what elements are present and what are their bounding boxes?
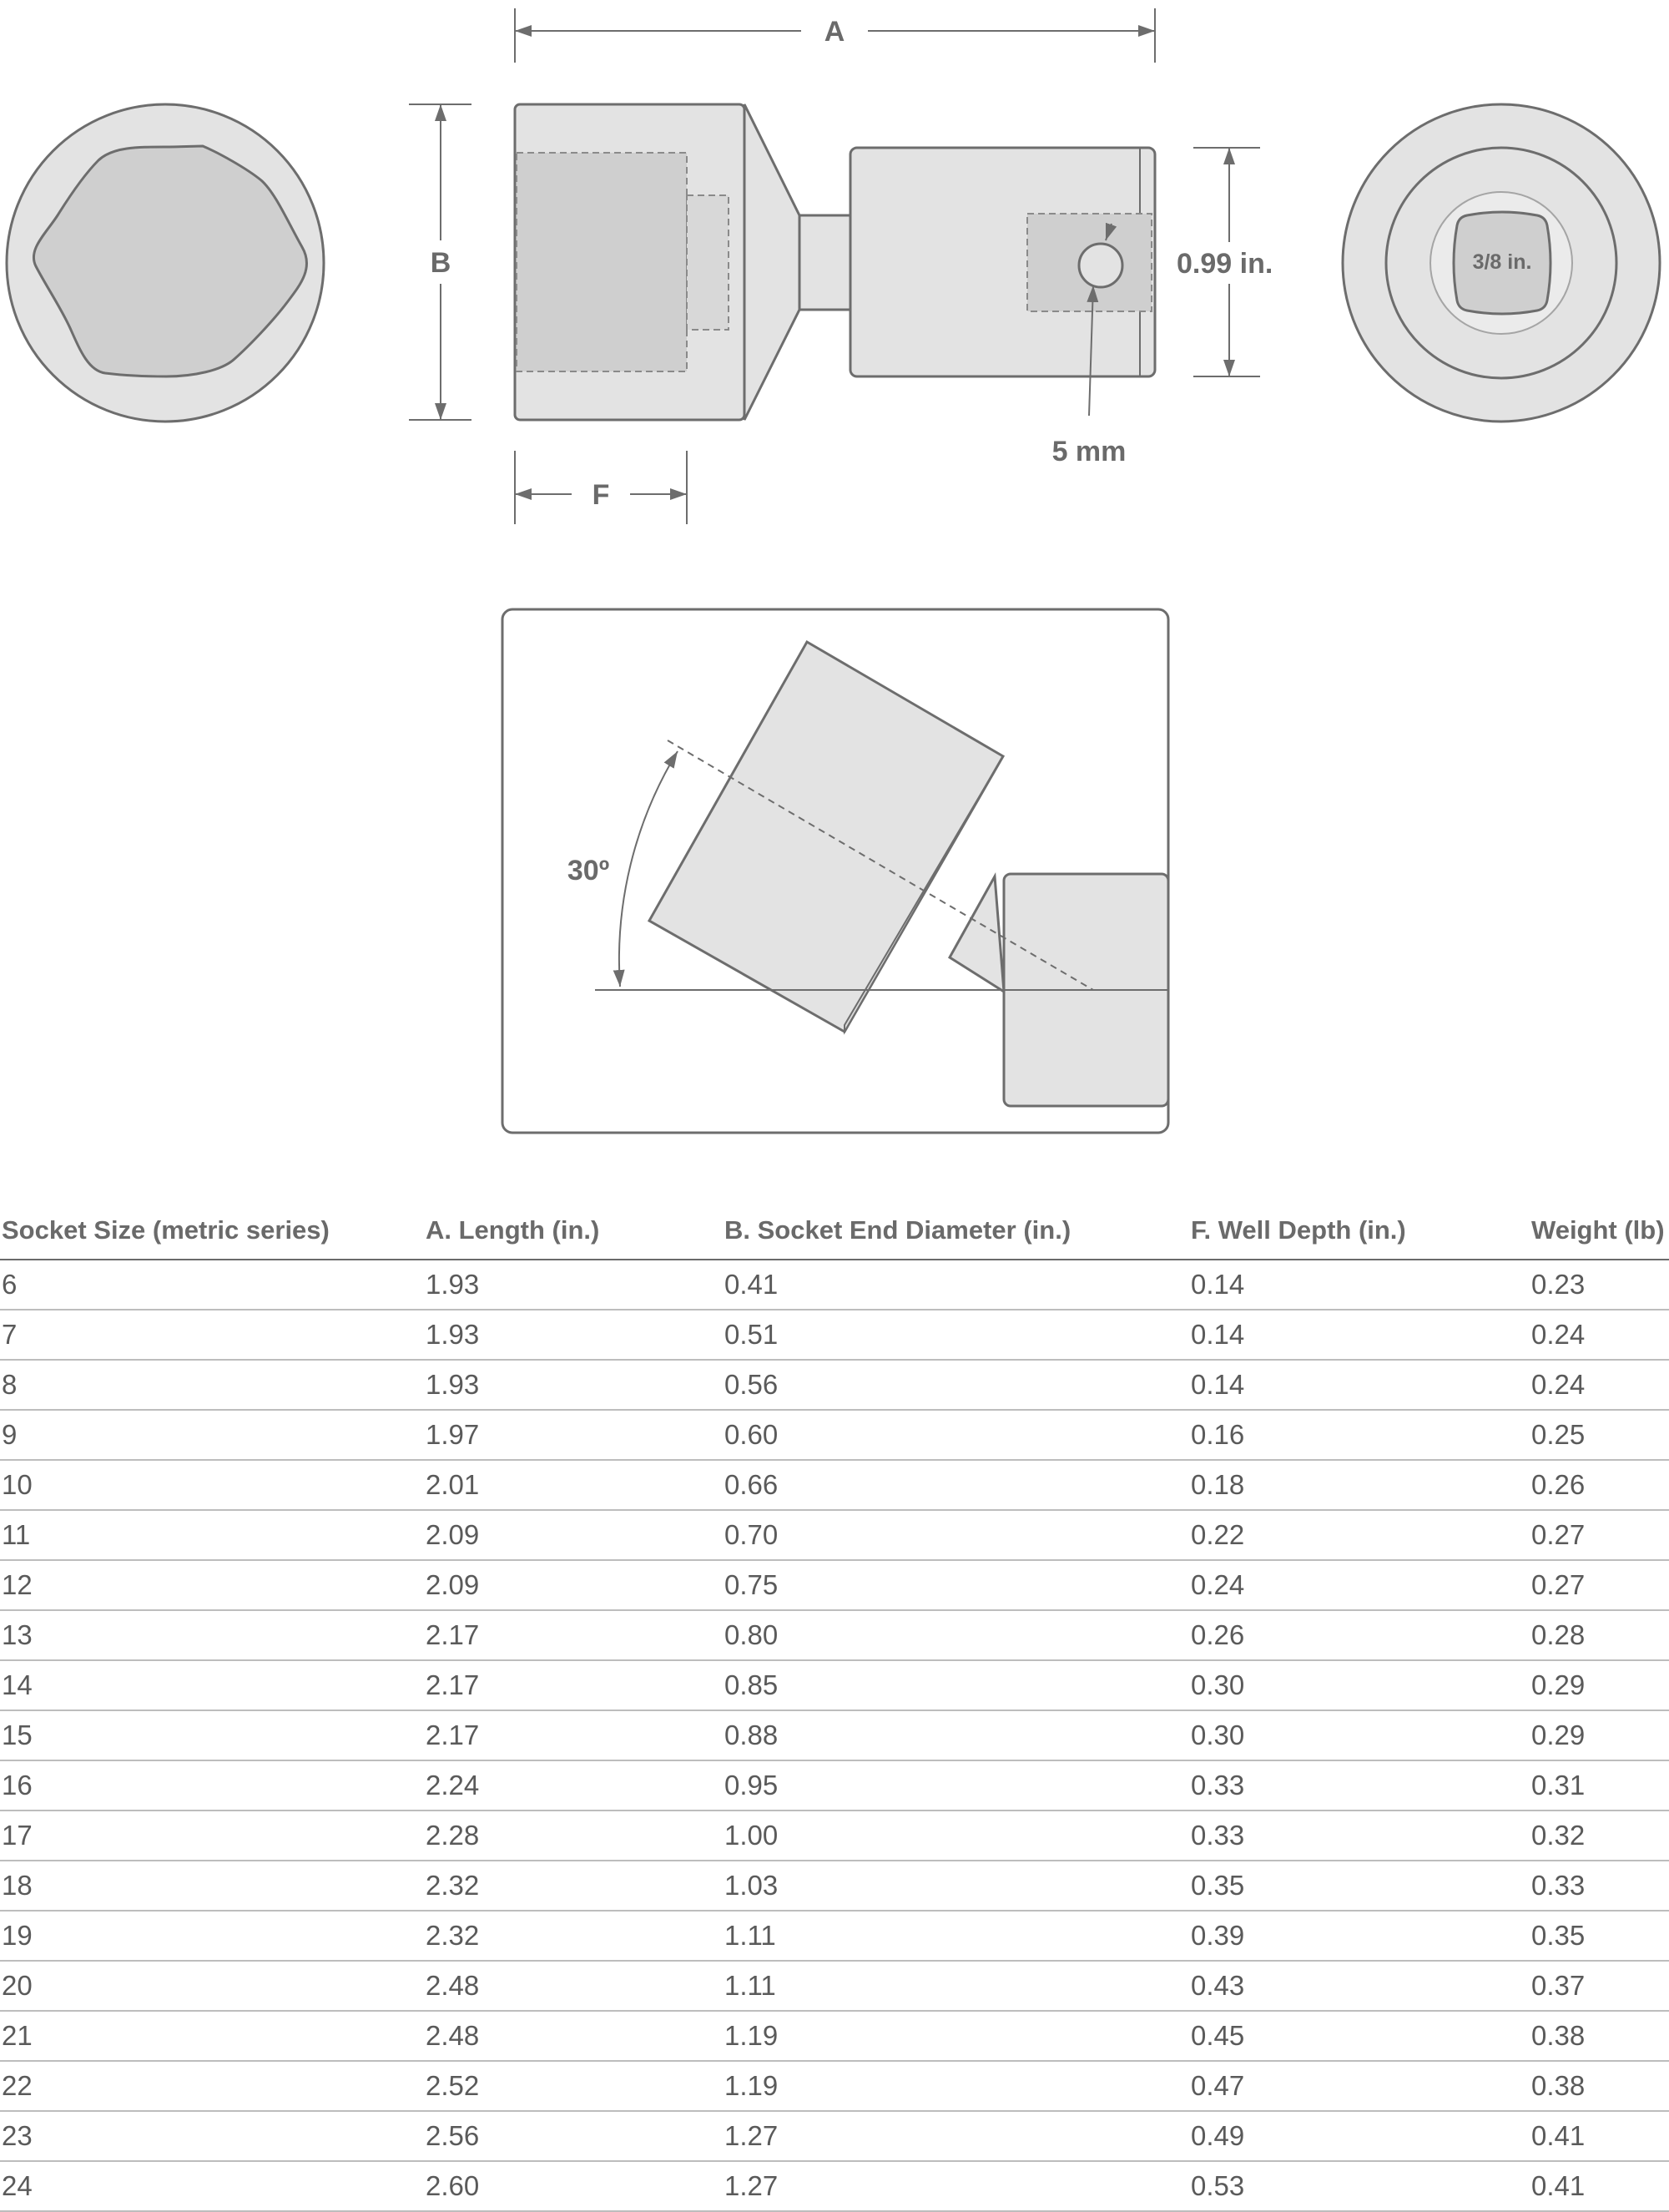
table-row bbox=[0, 1610, 1669, 1660]
table-row bbox=[0, 1760, 1669, 1811]
table-cell: 0.32 bbox=[1530, 1811, 1669, 1861]
table-cell: 1.11 bbox=[723, 1961, 1189, 2011]
table-cell: 0.95 bbox=[723, 1760, 1189, 1811]
table-cell: 8 bbox=[0, 1360, 424, 1410]
side-profile-view bbox=[515, 104, 1155, 420]
table-cell: 0.27 bbox=[1530, 1510, 1669, 1560]
table-cell: 0.24 bbox=[1189, 1560, 1530, 1610]
table-cell: 0.23 bbox=[1530, 1260, 1669, 1310]
table-cell: 0.14 bbox=[1189, 1260, 1530, 1310]
table-cell: 0.43 bbox=[1189, 1961, 1530, 2011]
column-header: Weight (lb) bbox=[1530, 1202, 1669, 1260]
table-cell: 18 bbox=[0, 1861, 424, 1911]
table-cell: 0.56 bbox=[723, 1360, 1189, 1410]
table-cell: 21 bbox=[0, 2011, 424, 2061]
diameter-label: 0.99 in. bbox=[1177, 248, 1273, 280]
table-row bbox=[0, 1710, 1669, 1760]
table-cell: 14 bbox=[0, 1660, 424, 1710]
table-header bbox=[0, 1202, 1669, 1260]
table-cell: 0.14 bbox=[1189, 1310, 1530, 1360]
table-row bbox=[0, 1811, 1669, 1861]
table-cell: 11 bbox=[0, 1510, 424, 1560]
table-cell: 0.26 bbox=[1189, 1610, 1530, 1660]
table-cell: 0.85 bbox=[723, 1660, 1189, 1710]
table-cell: 16 bbox=[0, 1760, 424, 1811]
table-cell: 0.25 bbox=[1530, 1410, 1669, 1460]
table-cell: 23 bbox=[0, 2111, 424, 2161]
table-row bbox=[0, 2111, 1669, 2161]
table-cell: 0.35 bbox=[1189, 1861, 1530, 1911]
table-cell: 2.17 bbox=[424, 1710, 723, 1760]
table-cell: 9 bbox=[0, 1410, 424, 1460]
table-cell: 0.37 bbox=[1530, 1961, 1669, 2011]
table-cell: 1.93 bbox=[424, 1360, 723, 1410]
table-cell: 0.60 bbox=[723, 1410, 1189, 1460]
table-cell: 0.22 bbox=[1189, 1510, 1530, 1560]
table-row bbox=[0, 1911, 1669, 1961]
column-header: Socket Size (metric series) bbox=[0, 1202, 424, 1260]
table-cell: 0.38 bbox=[1530, 2061, 1669, 2111]
table-cell: 1.97 bbox=[424, 1410, 723, 1460]
table-cell: 1.00 bbox=[723, 1811, 1189, 1861]
table-cell: 17 bbox=[0, 1811, 424, 1861]
table-cell: 0.35 bbox=[1530, 1911, 1669, 1961]
table-row bbox=[0, 1360, 1669, 1410]
column-header: F. Well Depth (in.) bbox=[1189, 1202, 1530, 1260]
table-cell: 2.17 bbox=[424, 1610, 723, 1660]
table-cell: 2.32 bbox=[424, 1861, 723, 1911]
table-cell: 0.16 bbox=[1189, 1410, 1530, 1460]
table-cell: 0.49 bbox=[1189, 2111, 1530, 2161]
table-row bbox=[0, 1410, 1669, 1460]
table-cell: 2.28 bbox=[424, 1811, 723, 1861]
table-cell: 0.30 bbox=[1189, 1660, 1530, 1710]
table-cell: 0.51 bbox=[723, 1310, 1189, 1360]
table-cell: 1.11 bbox=[723, 1911, 1189, 1961]
drive-size-label: 3/8 in. bbox=[1472, 250, 1532, 274]
table-cell: 0.31 bbox=[1530, 1760, 1669, 1811]
dimension-f-label: F bbox=[592, 479, 610, 511]
table-cell: 0.33 bbox=[1189, 1760, 1530, 1811]
dimension-b-label: B bbox=[430, 247, 451, 279]
table-cell: 22 bbox=[0, 2061, 424, 2111]
table-cell: 0.30 bbox=[1189, 1710, 1530, 1760]
table-cell: 0.28 bbox=[1530, 1610, 1669, 1660]
table-cell: 0.39 bbox=[1189, 1911, 1530, 1961]
dimension-a-label: A bbox=[824, 16, 845, 48]
table-cell: 7 bbox=[0, 1310, 424, 1360]
table-row bbox=[0, 1460, 1669, 1510]
table-cell: 1.19 bbox=[723, 2011, 1189, 2061]
table-cell: 1.93 bbox=[424, 1260, 723, 1310]
table-cell: 20 bbox=[0, 1961, 424, 2011]
table-row bbox=[0, 1510, 1669, 1560]
table-cell: 0.41 bbox=[1530, 2111, 1669, 2161]
table-cell: 0.38 bbox=[1530, 2011, 1669, 2061]
table-cell: 0.88 bbox=[723, 1710, 1189, 1760]
table-row bbox=[0, 1560, 1669, 1610]
table-cell: 2.52 bbox=[424, 2061, 723, 2111]
table-cell: 6 bbox=[0, 1260, 424, 1310]
table-cell: 0.53 bbox=[1189, 2161, 1530, 2211]
table-cell: 1.27 bbox=[723, 2111, 1189, 2161]
table-cell: 0.70 bbox=[723, 1510, 1189, 1560]
table-cell: 0.24 bbox=[1530, 1310, 1669, 1360]
table-cell: 1.19 bbox=[723, 2061, 1189, 2111]
table-cell: 15 bbox=[0, 1710, 424, 1760]
table-cell: 12 bbox=[0, 1560, 424, 1610]
table-cell: 0.18 bbox=[1189, 1460, 1530, 1510]
table-cell: 0.27 bbox=[1530, 1560, 1669, 1610]
table-cell: 2.32 bbox=[424, 1911, 723, 1961]
table-cell: 0.45 bbox=[1189, 2011, 1530, 2061]
table-cell: 13 bbox=[0, 1610, 424, 1660]
angle-label: 30º bbox=[567, 855, 610, 886]
table-cell: 0.14 bbox=[1189, 1360, 1530, 1410]
table-row bbox=[0, 1861, 1669, 1911]
hex-end-view bbox=[7, 104, 324, 422]
table-cell: 0.29 bbox=[1530, 1660, 1669, 1710]
table-cell: 0.47 bbox=[1189, 2061, 1530, 2111]
table-cell: 19 bbox=[0, 1911, 424, 1961]
table-cell: 0.80 bbox=[723, 1610, 1189, 1660]
table-cell: 2.01 bbox=[424, 1460, 723, 1510]
table-cell: 0.75 bbox=[723, 1560, 1189, 1610]
table-cell: 0.26 bbox=[1530, 1460, 1669, 1510]
table-cell: 2.48 bbox=[424, 1961, 723, 2011]
table-cell: 0.41 bbox=[1530, 2161, 1669, 2211]
table-cell: 2.48 bbox=[424, 2011, 723, 2061]
table-cell: 1.27 bbox=[723, 2161, 1189, 2211]
table-cell: 10 bbox=[0, 1460, 424, 1510]
table-cell: 2.56 bbox=[424, 2111, 723, 2161]
table-row bbox=[0, 2061, 1669, 2111]
table-row bbox=[0, 1961, 1669, 2011]
table-row bbox=[0, 1660, 1669, 1710]
table-cell: 2.24 bbox=[424, 1760, 723, 1811]
table-row bbox=[0, 2011, 1669, 2061]
table-cell: 0.33 bbox=[1189, 1811, 1530, 1861]
table-cell: 1.03 bbox=[723, 1861, 1189, 1911]
table-cell: 2.09 bbox=[424, 1510, 723, 1560]
table-cell: 0.66 bbox=[723, 1460, 1189, 1510]
specifications-table bbox=[0, 1202, 1669, 2212]
table-cell: 0.33 bbox=[1530, 1861, 1669, 1911]
table-cell: 1.93 bbox=[424, 1310, 723, 1360]
column-header: B. Socket End Diameter (in.) bbox=[723, 1202, 1189, 1260]
table-cell: 2.17 bbox=[424, 1660, 723, 1710]
table-cell: 2.60 bbox=[424, 2161, 723, 2211]
table-cell: 24 bbox=[0, 2161, 424, 2211]
pin-size-label: 5 mm bbox=[1051, 436, 1127, 467]
table-row bbox=[0, 1310, 1669, 1360]
table-body bbox=[0, 1260, 1669, 2211]
table-cell: 0.24 bbox=[1530, 1360, 1669, 1410]
table-row bbox=[0, 1260, 1669, 1310]
table-row bbox=[0, 2161, 1669, 2211]
table-cell: 2.09 bbox=[424, 1560, 723, 1610]
table-cell: 0.29 bbox=[1530, 1710, 1669, 1760]
column-header: A. Length (in.) bbox=[424, 1202, 723, 1260]
table-cell: 0.41 bbox=[723, 1260, 1189, 1310]
detent-pin bbox=[1079, 244, 1122, 287]
